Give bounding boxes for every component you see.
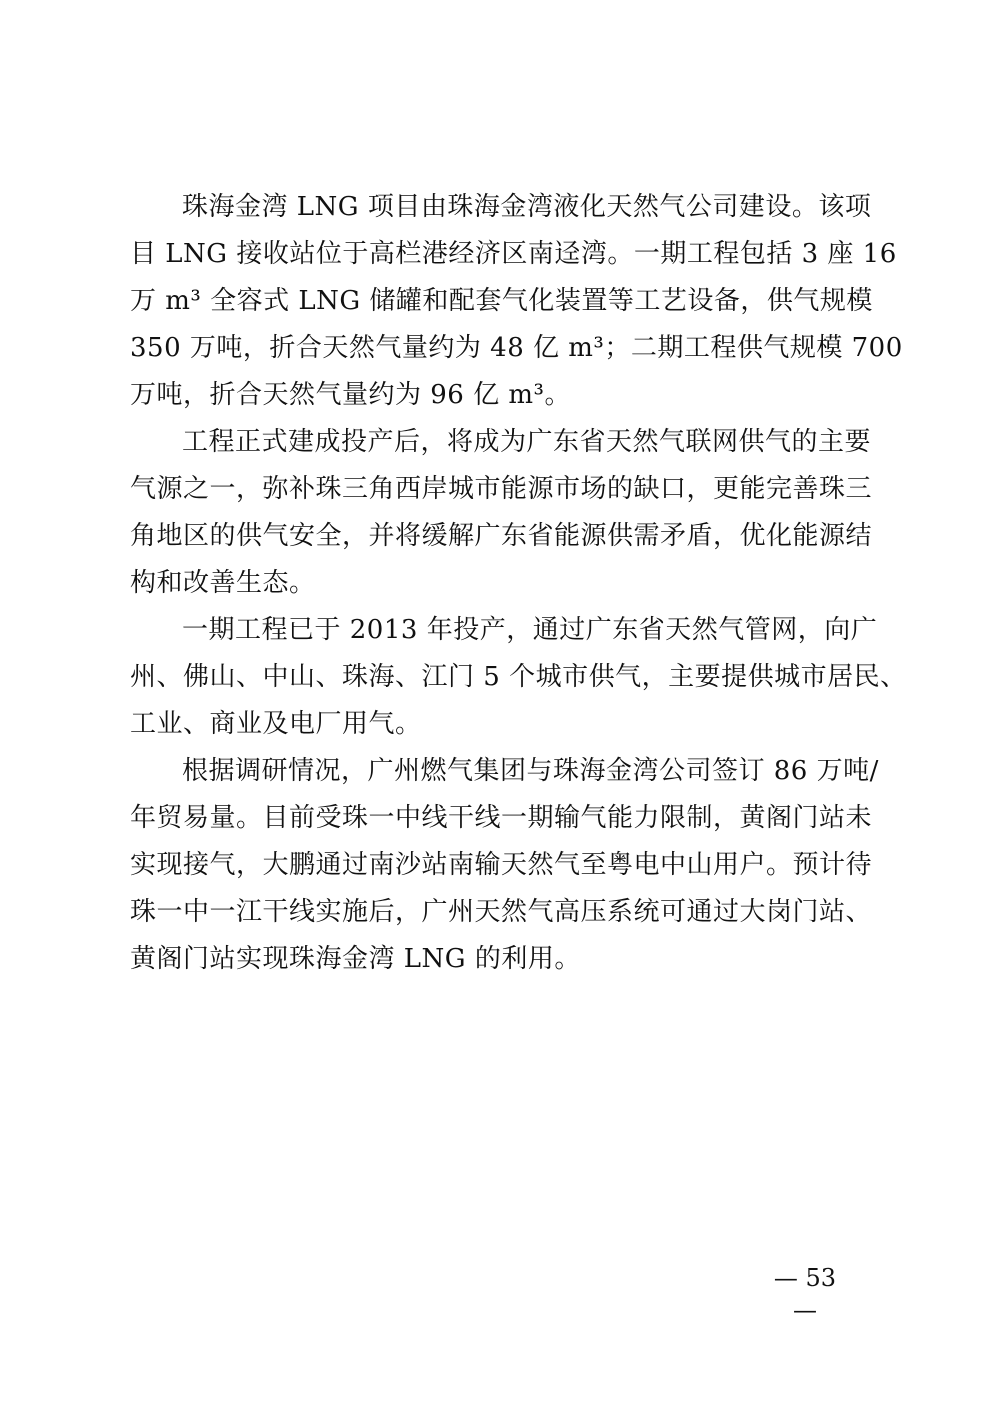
- paragraph-line: 年贸易量。目前受珠一中线干线一期输气能力限制，黄阁门站未: [130, 803, 873, 833]
- paragraph-line: 一期工程已于 2013 年投产，通过广东省天然气管网，向广: [182, 615, 878, 645]
- page-number: — 53 —: [773, 1264, 837, 1324]
- paragraph-line: 目 LNG 接收站位于高栏港经济区南迳湾。一期工程包括 3 座 16: [130, 239, 897, 269]
- paragraph-line: 工业、商业及电厂用气。: [130, 709, 422, 739]
- paragraph-line: 州、佛山、中山、珠海、江门 5 个城市供气，主要提供城市居民、: [130, 662, 907, 692]
- paragraph-line: 黄阁门站实现珠海金湾 LNG 的利用。: [130, 944, 581, 974]
- paragraph-line: 工程正式建成投产后，将成为广东省天然气联网供气的主要: [182, 427, 872, 457]
- paragraph-line: 珠海金湾 LNG 项目由珠海金湾液化天然气公司建设。该项: [182, 192, 872, 222]
- paragraph-line: 实现接气，大鹏通过南沙站南输天然气至粤电中山用户。预计待: [130, 850, 873, 880]
- paragraph-line: 构和改善生态。: [130, 568, 316, 598]
- paragraph-line: 气源之一，弥补珠三角西岸城市能源市场的缺口，更能完善珠三: [130, 474, 873, 504]
- paragraph-line: 万 m³ 全容式 LNG 储罐和配套气化装置等工艺设备，供气规模: [130, 286, 873, 316]
- paragraph-line: 珠一中一江干线实施后，广州天然气高压系统可通过大岗门站、: [130, 897, 873, 927]
- paragraph-line: 万吨，折合天然气量约为 96 亿 m³。: [130, 380, 571, 410]
- paragraph-line: 角地区的供气安全，并将缓解广东省能源供需矛盾，优化能源结: [130, 521, 873, 551]
- paragraph-line: 根据调研情况，广州燃气集团与珠海金湾公司签订 86 万吨/: [182, 756, 879, 786]
- paragraph-line: 350 万吨，折合天然气量约为 48 亿 m³；二期工程供气规模 700: [130, 333, 903, 363]
